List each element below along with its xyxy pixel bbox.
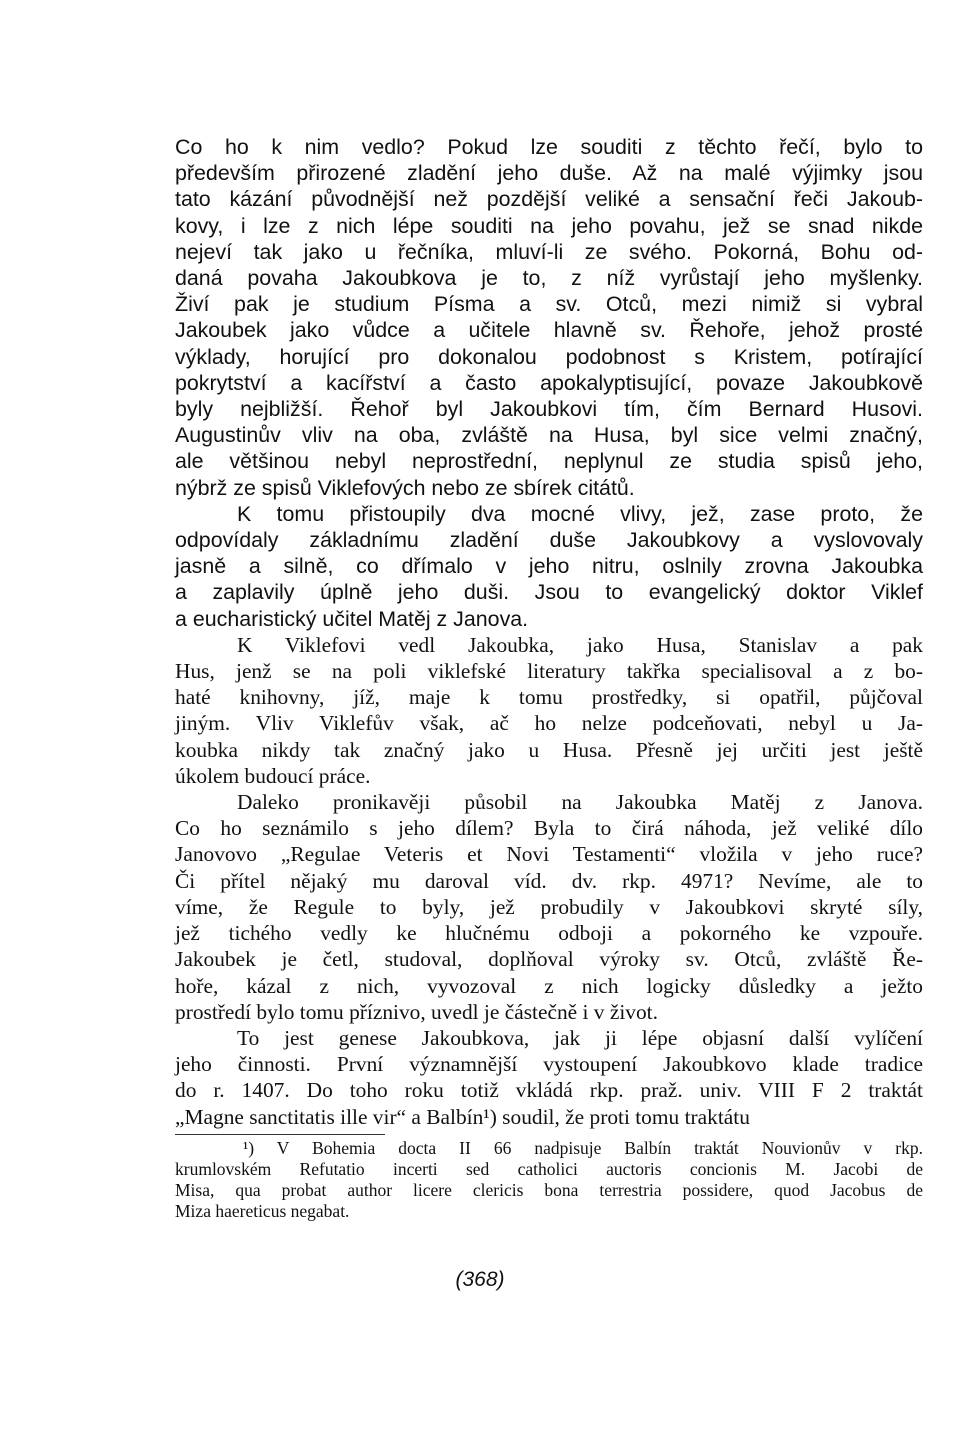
text-line: Hus, jenž se na poli viklefské literatury takřka specialisoval a z bo-	[175, 659, 923, 684]
text-line: K Viklefovi vedl Jakoubka, jako Husa, Stanislav a pak	[237, 632, 923, 657]
text-line: kovy, i lze z nich lépe souditi na jeho povahu, jež se snad nikde	[175, 213, 923, 238]
text-line: Či přítel nějaký mu daroval víd. dv. rkp. 4971? Nevíme, ale to	[175, 868, 923, 893]
text-line: úkolem budoucí práce.	[175, 763, 371, 788]
text-line: hoře, kázal z nich, vyvozoval z nich logicky důsledky a ježto	[175, 973, 923, 998]
text-line: Živí pak je studium Písma a sv. Otců, mezi nimiž si vybral	[175, 292, 923, 317]
text-line: prostředí bylo tomu příznivo, uvedl je částečně i v život.	[175, 999, 658, 1024]
text-line: jeho činnosti. První významnější vystoupení Jakoubkovo klade tradice	[175, 1052, 923, 1077]
text-line: pokrytství a kacířství a často apokalyptisující, povaze Jakoubkově	[175, 370, 923, 395]
text-line: Janovovo „Regulae Veteris et Novi Testamenti“ vložila v jeho ruce?	[175, 842, 923, 867]
text-line: jiným. Vliv Viklefův však, ač ho nelze podceňovati, nebyl u Ja-	[175, 711, 923, 736]
text-line: To jest genese Jakoubkova, jak ji lépe objasní další vylíčení	[237, 1025, 923, 1050]
text-line: nejeví tak jako u řečníka, mluví-li ze svého. Pokorná, Bohu od-	[175, 239, 923, 264]
text-line: a eucharistický učitel Matěj z Janova.	[175, 606, 529, 631]
text-line: ale většinou nebyl neprostřední, neplynul ze studia spisů jeho,	[175, 449, 923, 474]
text-line: Jakoubek jako vůdce a učitele hlavně sv. Řehoře, jehož prosté	[175, 318, 923, 343]
footnote-line: Misa, qua probat author licere clericis bona terrestria possidere, quod Jacobus de	[175, 1180, 923, 1200]
text-line: víme, že Regule to byly, jež probudily v Jakoubkovi skryté síly,	[175, 894, 923, 919]
text-line: jež tichého vedly ke hlučnému odboji a pokorného ke vzpouře.	[175, 921, 923, 946]
text-line: daná povaha Jakoubkova je to, z níž vyrůstají jeho myšlenky.	[175, 266, 923, 291]
text-line: především přirozené zladění jeho duše. Až na malé výjimky jsou	[175, 161, 923, 186]
text-line: odpovídaly základnímu zladění duše Jakoubkovy a vyslovovaly	[175, 528, 923, 553]
main-text	[175, 134, 923, 1130]
text-line: Jakoubek je četl, studoval, doplňoval výroky sv. Otců, zvláště Ře-	[175, 947, 923, 972]
text-line: K tomu přistoupily dva mocné vlivy, jež, zase proto, že	[237, 501, 923, 526]
footnote-line: ¹) V Bohemia docta II 66 nadpisuje Balbín traktát Nouvionův v rkp.	[243, 1138, 923, 1158]
footnote	[175, 1138, 923, 1222]
text-line: haté knihovny, jíž, maje k tomu prostředky, si opatřil, půjčoval	[175, 685, 923, 710]
page-number: (368)	[455, 1268, 505, 1291]
footnote-line: Miza haereticus negabat.	[175, 1201, 350, 1221]
text-line: byly nejbližší. Řehoř byl Jakoubkovi tím, čím Bernard Husovi.	[175, 397, 923, 422]
text-line: a zaplavily úplně jeho duši. Jsou to evangelický doktor Viklef	[175, 580, 923, 605]
text-line: „Magne sanctitatis ille vir“ a Balbín¹) soudil, že proti tomu traktátu	[175, 1104, 750, 1129]
footnote-line: krumlovském Refutatio incerti sed catholici auctoris concionis M. Jacobi de	[175, 1159, 923, 1179]
text-line: do r. 1407. Do toho roku totiž vkládá rkp. praž. univ. VIII F 2 traktát	[175, 1078, 923, 1103]
text-line: nýbrž ze spisů Viklefových nebo ze sbírek citátů.	[175, 475, 635, 500]
text-line: Co ho k nim vedlo? Pokud lze souditi z těchto řečí, bylo to	[175, 135, 923, 159]
text-line: Co ho seznámilo s jeho dílem? Byla to čirá náhoda, jež veliké dílo	[175, 816, 923, 841]
text-line: tato kázání původnější než pozdější veliké a sensační řeči Jakoub-	[175, 187, 923, 212]
text-line: koubka nikdy tak značný jako u Husa. Přesně jej určiti jest ještě	[175, 737, 923, 762]
text-line: Daleko pronikavěji působil na Jakoubka Matěj z Janova.	[237, 790, 923, 815]
text-line: jasně a silně, co dřímalo v jeho nitru, oslnily zrovna Jakoubka	[175, 554, 923, 579]
text-line: Augustinův vliv na oba, zvláště na Husa, byl sice velmi značný,	[175, 423, 923, 448]
footnote-rule	[175, 1134, 385, 1135]
text-line: výklady, horující pro dokonalou podobnost s Kristem, potírající	[175, 344, 923, 369]
